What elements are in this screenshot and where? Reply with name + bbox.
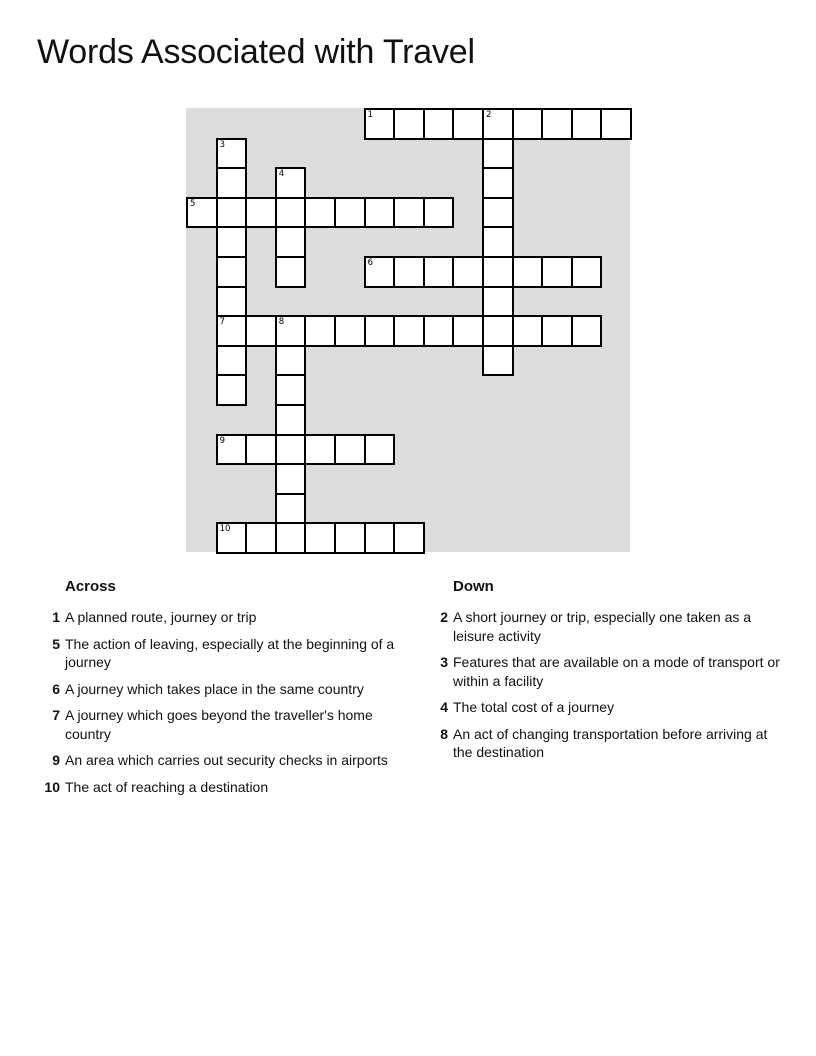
grid-cell[interactable] xyxy=(600,108,632,140)
grid-cell[interactable] xyxy=(423,197,455,229)
grid-cell[interactable] xyxy=(482,138,514,170)
grid-cell[interactable] xyxy=(364,434,396,466)
grid-cell[interactable] xyxy=(482,286,514,318)
cell-number: 10 xyxy=(219,524,231,535)
grid-cell[interactable] xyxy=(423,108,455,140)
grid-cell[interactable] xyxy=(304,434,336,466)
clue-number: 3 xyxy=(440,654,448,670)
grid-cell[interactable] xyxy=(423,256,455,288)
clue-text: A planned route, journey or trip xyxy=(65,609,257,625)
grid-cell[interactable] xyxy=(393,256,425,288)
across-clue xyxy=(35,680,400,699)
clue-number: 1 xyxy=(52,609,60,625)
clue-number: 7 xyxy=(52,707,60,723)
grid-cell[interactable] xyxy=(423,315,455,347)
grid-cell[interactable] xyxy=(275,374,307,406)
across-clue xyxy=(35,778,400,797)
grid-cell[interactable] xyxy=(452,256,484,288)
across-clues xyxy=(35,578,400,804)
grid-cell[interactable] xyxy=(364,108,396,140)
grid-cell[interactable] xyxy=(275,167,307,199)
across-heading: Across xyxy=(65,578,116,595)
clue-text: A short journey or trip, especially one taken as a leisure activity xyxy=(453,609,752,644)
grid-cell[interactable] xyxy=(452,315,484,347)
grid-cell[interactable] xyxy=(482,167,514,199)
cell-number: 8 xyxy=(278,317,285,328)
clue-number: 5 xyxy=(52,635,60,652)
grid-cell[interactable] xyxy=(216,197,248,229)
grid-cell[interactable] xyxy=(245,315,277,347)
grid-cell[interactable] xyxy=(364,522,396,554)
grid-cell[interactable] xyxy=(393,108,425,140)
across-clue xyxy=(35,706,400,743)
grid-cell[interactable] xyxy=(275,404,307,436)
grid-cell[interactable] xyxy=(393,197,425,229)
grid-cell[interactable] xyxy=(334,315,366,347)
grid-cell[interactable] xyxy=(541,108,573,140)
cell-number: 1 xyxy=(367,110,374,120)
grid-cell[interactable] xyxy=(216,374,248,406)
grid-cell[interactable] xyxy=(512,108,544,140)
grid-cell[interactable] xyxy=(541,256,573,288)
cell-number: 4 xyxy=(278,169,285,180)
cell-number: 3 xyxy=(219,139,226,150)
clue-text: The action of leaving, especially at the beginning of a journey xyxy=(65,635,395,670)
clue-text: An act of changing transportation before arriving at the destination xyxy=(453,725,768,760)
grid-cell[interactable] xyxy=(275,463,307,495)
cell-number: 7 xyxy=(219,317,226,328)
grid-cell[interactable] xyxy=(304,315,336,347)
grid-cell[interactable] xyxy=(245,197,277,229)
grid-cell[interactable] xyxy=(452,108,484,140)
grid-cell[interactable] xyxy=(334,522,366,554)
grid-cell[interactable] xyxy=(482,345,514,377)
down-clue xyxy=(423,608,783,645)
grid-cell[interactable] xyxy=(245,522,277,554)
clue-number: 8 xyxy=(440,725,448,742)
grid-cell[interactable] xyxy=(482,197,514,229)
grid-cell[interactable] xyxy=(512,315,544,347)
grid-cell[interactable] xyxy=(482,108,514,140)
grid-cell[interactable] xyxy=(304,522,336,554)
grid-cell[interactable] xyxy=(482,226,514,258)
grid-cell[interactable] xyxy=(186,197,218,229)
grid-cell[interactable] xyxy=(275,256,307,288)
across-clue-list xyxy=(35,608,400,796)
grid-cell[interactable] xyxy=(541,315,573,347)
page-title: Words Associated with Travel xyxy=(37,33,475,71)
down-heading: Down xyxy=(453,578,494,595)
across-clue xyxy=(35,608,400,627)
grid-cell[interactable] xyxy=(275,493,307,525)
grid-cell[interactable] xyxy=(216,138,248,170)
grid-cell[interactable] xyxy=(275,226,307,258)
grid-cell[interactable] xyxy=(216,286,248,318)
clue-number: 4 xyxy=(440,699,448,715)
grid-cell[interactable] xyxy=(364,315,396,347)
clue-number: 9 xyxy=(52,752,60,768)
grid-cell[interactable] xyxy=(216,167,248,199)
cell-number: 9 xyxy=(219,435,226,446)
grid-cell[interactable] xyxy=(275,345,307,377)
grid-cell[interactable] xyxy=(482,315,514,347)
grid-cell[interactable] xyxy=(304,197,336,229)
cell-number: 6 xyxy=(367,258,374,268)
down-clue xyxy=(423,725,783,762)
down-clue xyxy=(423,698,783,717)
grid-cell[interactable] xyxy=(245,434,277,466)
clue-number: 10 xyxy=(44,778,60,795)
grid-cell[interactable] xyxy=(571,315,603,347)
grid-cell[interactable] xyxy=(216,226,248,258)
down-clues xyxy=(423,578,783,770)
grid-cell[interactable] xyxy=(275,315,307,347)
grid-cell[interactable] xyxy=(393,522,425,554)
grid-cell[interactable] xyxy=(364,256,396,288)
clue-text: A journey which takes place in the same country xyxy=(65,680,364,697)
grid-cell[interactable] xyxy=(275,434,307,466)
clue-text: The total cost of a journey xyxy=(453,699,615,715)
clue-number: 2 xyxy=(440,609,448,625)
grid-cell[interactable] xyxy=(275,522,307,554)
grid-cell[interactable] xyxy=(275,197,307,229)
cell-number: 2 xyxy=(486,110,492,120)
clue-text: An area which carries out security checks in airports xyxy=(65,752,388,768)
grid-cell[interactable] xyxy=(334,434,366,466)
grid-cell[interactable] xyxy=(512,256,544,288)
grid-cell[interactable] xyxy=(216,315,248,347)
grid-cell[interactable] xyxy=(216,522,248,554)
clue-number: 6 xyxy=(52,680,60,697)
grid-cell[interactable] xyxy=(216,345,248,377)
grid-cell[interactable] xyxy=(216,256,248,288)
grid-cell[interactable] xyxy=(482,256,514,288)
clue-text: The act of reaching a destination xyxy=(65,778,269,795)
grid-cell[interactable] xyxy=(571,108,603,140)
clue-text: A journey which goes beyond the traveller's home country xyxy=(65,707,373,742)
down-clue-list xyxy=(423,608,783,762)
down-clue xyxy=(423,653,783,690)
across-clue xyxy=(35,635,400,672)
clue-text: Features that are available on a mode of transport or within a facility xyxy=(453,654,780,689)
grid-cell[interactable] xyxy=(216,434,248,466)
grid-cell[interactable] xyxy=(334,197,366,229)
grid-cell[interactable] xyxy=(571,256,603,288)
grid-cell[interactable] xyxy=(393,315,425,347)
cell-number: 5 xyxy=(190,198,196,209)
across-clue xyxy=(35,751,400,770)
crossword-grid xyxy=(186,108,630,552)
grid-cell[interactable] xyxy=(364,197,396,229)
